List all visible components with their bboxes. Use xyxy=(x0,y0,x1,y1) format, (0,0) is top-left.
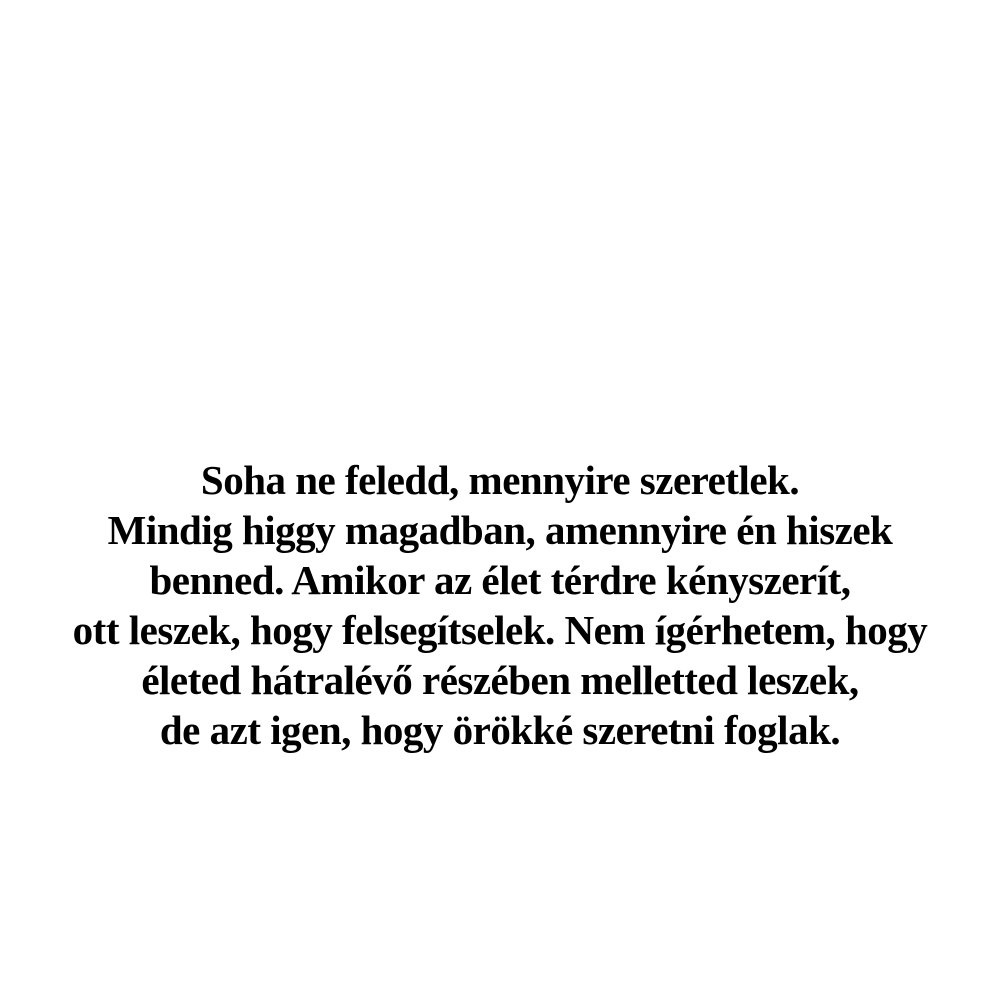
quote-line: benned. Amikor az élet térdre kényszerít, xyxy=(149,557,851,603)
quote-block xyxy=(0,455,1000,755)
quote-line: de azt igen, hogy örökké szeretni foglak. xyxy=(159,707,841,753)
quote-line: ott leszek, hogy felsegítselek. Nem ígérhetem, hogy xyxy=(72,607,928,653)
quote-line: Mindig higgy magadban, amennyire én hiszek xyxy=(107,507,893,553)
quote-line: Soha ne feledd, mennyire szeretlek. xyxy=(200,457,800,503)
quote-line: életed hátralévő részében melletted leszek, xyxy=(141,657,859,703)
